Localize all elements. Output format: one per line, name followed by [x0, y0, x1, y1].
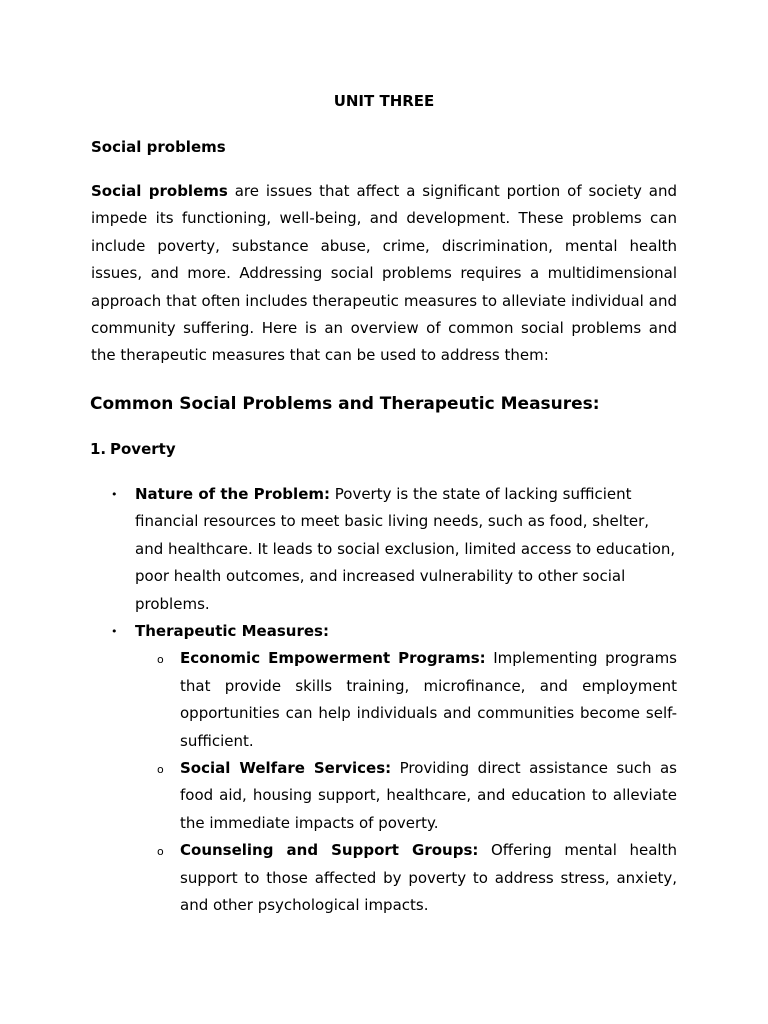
nature-label: Nature of the Problem:: [135, 485, 330, 503]
item-heading: [90, 439, 176, 459]
measure-label: Economic Empowerment Programs:: [180, 649, 486, 668]
item-title: Poverty: [110, 440, 176, 458]
sub-bullet-marker: o: [157, 653, 164, 667]
intro-paragraph: [91, 178, 677, 370]
unit-title: UNIT THREE: [333, 92, 435, 110]
sub-list-item: [135, 755, 677, 837]
bullet-marker: •: [111, 488, 118, 501]
measure-text: Providing direct assistance such as food aid, housing support, healthcare, and education to alleviate the immediate impacts of poverty.: [180, 759, 677, 832]
measure-text: Implementing programs that provide skills training, microfinance, and employment opportunities can help individuals and communities become self-sufficient.: [180, 649, 677, 750]
sub-list-item: [135, 837, 677, 919]
measure-label: Social Welfare Services:: [180, 759, 392, 778]
nature-text: Poverty is the state of lacking sufficient financial resources to meet basic living needs, such as food, shelter, and healthcare. It leads to social exclusion, limited access to education, poor health outcomes, and increased vulnerability to other social problems.: [135, 485, 676, 613]
item-number: 1.: [90, 440, 107, 458]
measure-text: Offering mental health support to those affected by poverty to address stress, anxiety, and other psychological impacts.: [180, 841, 677, 915]
bullet-list: [91, 481, 677, 920]
measures-sub-list: [135, 645, 677, 919]
bullet-marker: •: [111, 625, 118, 639]
subheading: Social problems: [91, 138, 226, 156]
sub-bullet-marker: o: [157, 763, 164, 777]
sub-bullet-marker: o: [157, 845, 164, 859]
sub-list-item: [135, 645, 677, 755]
intro-bold-lead: Social problems: [91, 182, 228, 200]
list-item-nature: [91, 481, 677, 618]
measure-label: Counseling and Support Groups:: [180, 841, 479, 860]
intro-text: are issues that affect a significant portion of society and impede its functioning, well-being, and development. These problems can include poverty, substance abuse, crime, discrimination, mental health issues, and more. Addressing social problems requires a multidimensional approach that often includes therapeutic measures to alleviate individual and community suffering. Here is an overview of common social problems and the therapeutic measures that can be used to address them:: [91, 182, 677, 365]
measures-label: Therapeutic Measures:: [135, 622, 329, 641]
list-item-measures: [91, 618, 677, 919]
section-heading: Common Social Problems and Therapeutic Measures:: [90, 394, 600, 414]
